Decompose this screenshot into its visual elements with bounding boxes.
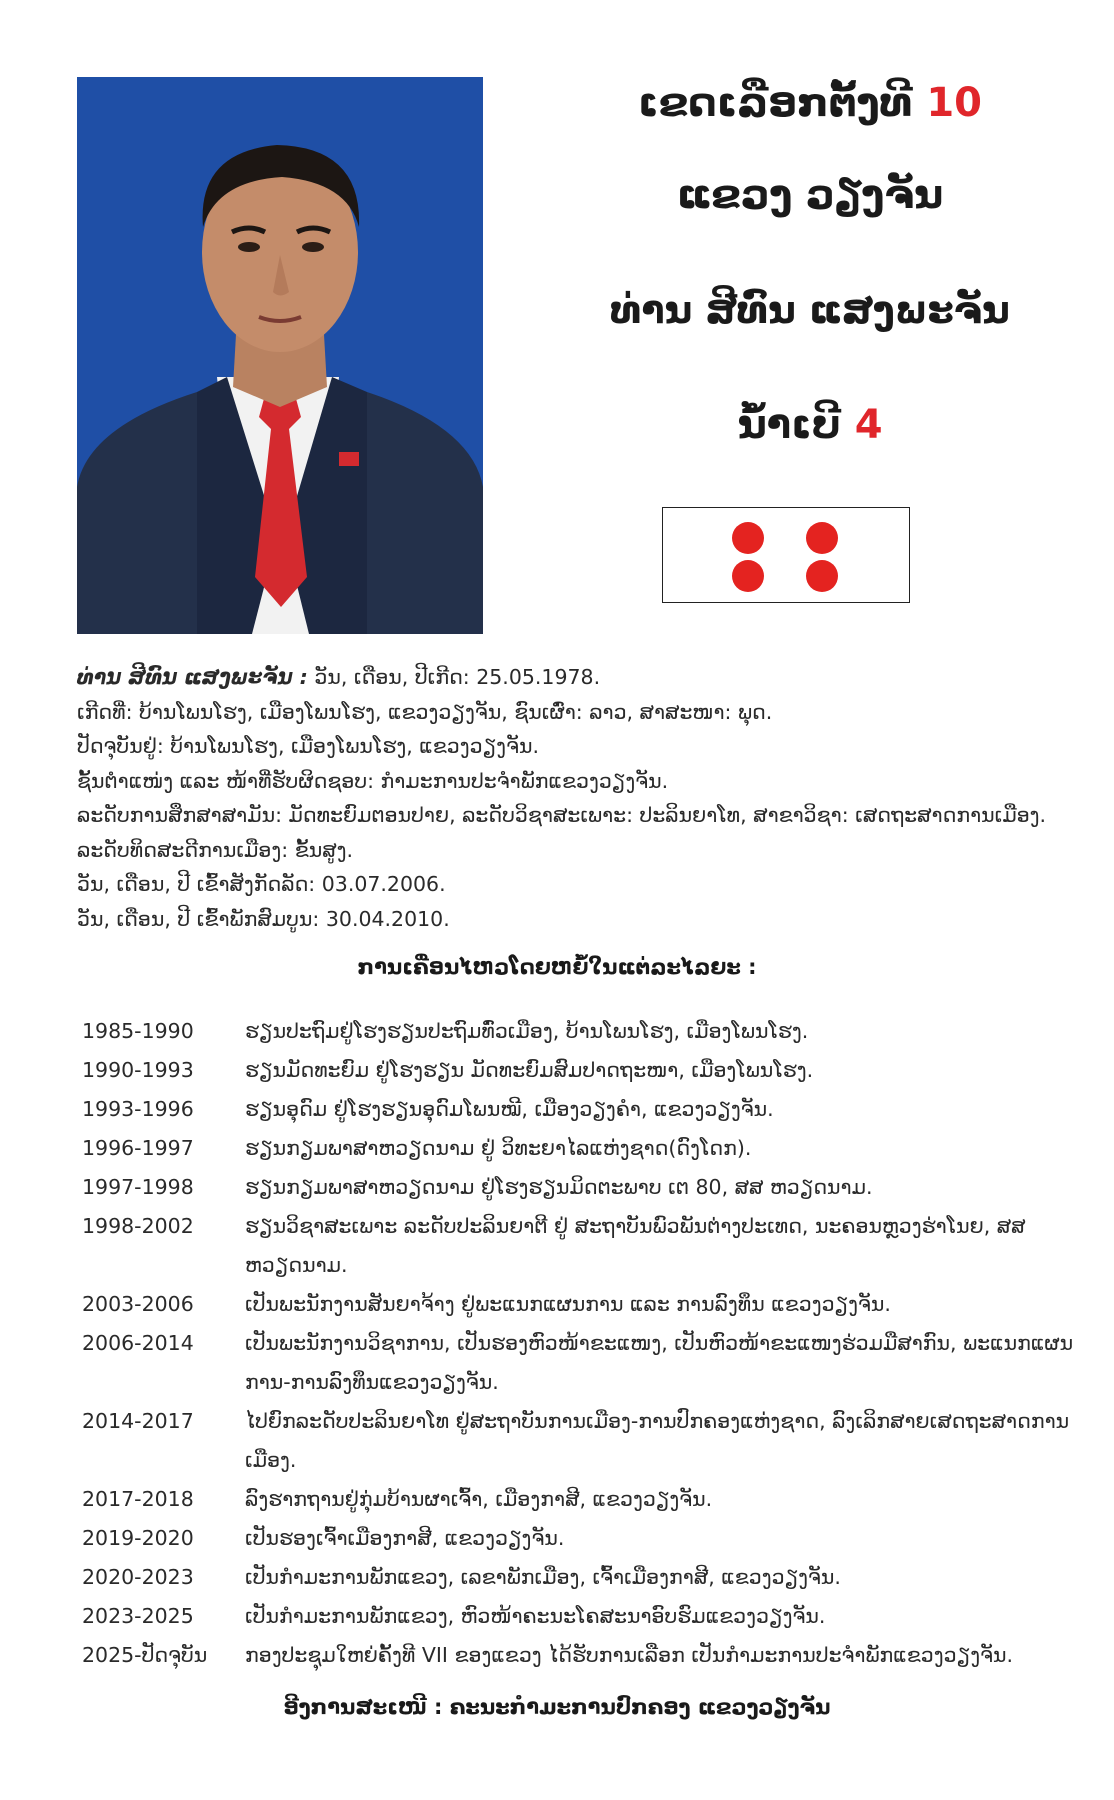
timeline-year: 2003-2006 [82, 1292, 194, 1316]
bio-line: ຊັ້ນຕໍາແໜ່ງ ແລະ ໜ້າທີ່ຮັບຜິດຊອບ: ກໍາມະການປະຈໍາພັກແຂວງວຽງຈັນ. [77, 768, 669, 793]
timeline-year: 2014-2017 [82, 1409, 194, 1433]
timeline-row [77, 1285, 1077, 1324]
timeline-year: 1990-1993 [82, 1058, 194, 1082]
timeline-row [77, 1519, 1077, 1558]
timeline-row [77, 1129, 1077, 1168]
timeline-year: 1998-2002 [82, 1214, 194, 1238]
timeline-row [77, 1558, 1077, 1597]
election-district-title [560, 80, 1060, 126]
timeline-text: ເປັນພະນັກງານສັນຍາຈ້າງ ຢູ່ພະແນກແຜນການ ແລະ ການລົງທຶນ ແຂວງວຽງຈັນ. [245, 1292, 891, 1316]
timeline-row [77, 1012, 1077, 1051]
timeline-year: 2023-2025 [82, 1604, 194, 1628]
timeline-text: ເປັນພະນັກງານວິຊາການ, ເປັນຮອງຫົວໜ້າຂະແໜງ, ເປັນຫົວໜ້າຂະແໜງຮ່ວມມືສາກົນ, ພະແນກແຜນ ການ-ການລົງທຶນແຂວງວຽງຈັນ. [245, 1331, 1074, 1394]
timeline-row [77, 1051, 1077, 1090]
biography [77, 660, 1067, 936]
timeline-row [77, 1090, 1077, 1129]
bio-line: ເກີດທີ່: ບ້ານໂພນໂຮງ, ເມືອງໂພນໂຮງ, ແຂວງວຽງຈັນ, ຊົນເຜົ່າ: ລາວ, ສາສະໜາ: ພຸດ. [77, 699, 773, 724]
bio-line: ວັນ, ເດືອນ, ປີ ເຂົ້າສັງກັດລັດ: 03.07.2006. [77, 872, 446, 896]
candidate-name: ທ່ານ ສີທົນ ແສງພະຈັນ [610, 288, 1010, 332]
bio-line-name [77, 660, 1067, 695]
timeline-text: ລົງຮາກຖານຢູ່ກຸ່ມບ້ານຜາເຈົ້າ, ເມືອງກາສີ, ແຂວງວຽງຈັນ. [245, 1487, 713, 1511]
timeline-text: ຮຽນວິຊາສະເພາະ ລະດັບປະລິນຍາຕີ ຢູ່ ສະຖາບັນພົວພັນຕ່າງປະເທດ, ນະຄອນຫຼວງຮ່າໂນຍ, ສສ ຫວຽດນາມ. [245, 1214, 1026, 1277]
timeline-year: 2006-2014 [82, 1331, 194, 1355]
timeline-year: 2025-ປັດຈຸບັນ [82, 1643, 208, 1667]
district-label: ເຂດເລືອກຕັ້ງທີ [638, 80, 927, 126]
candidate-number [560, 402, 1060, 448]
timeline-text: ຮຽນປະຖົມຢູ່ໂຮງຮຽນປະຖົມທົ່ວເມືອງ, ບ້ານໂພນໂຮງ, ເມືອງໂພນໂຮງ. [245, 1019, 809, 1043]
number-label: ນໍ້າເບີ [737, 402, 855, 448]
bio-line: ວັນ, ເດືອນ, ປີ ເຂົ້າພັກສົມບູນ: 30.04.2010. [77, 906, 450, 931]
timeline-text: ເປັນຮອງເຈົ້າເມືອງກາສີ, ແຂວງວຽງຈັນ. [245, 1526, 565, 1550]
ballot-dot [806, 522, 838, 554]
timeline-row [77, 1480, 1077, 1519]
candidate-photo [77, 77, 483, 634]
bio-lead-name: ທ່ານ ສີທົນ ແສງພະຈັນ : [77, 665, 308, 689]
timeline [77, 1012, 1077, 1675]
timeline-text: ເປັນກໍາມະການພັກແຂວງ, ຫົວໜ້າຄະນະໂຄສະນາອົບຮົມແຂວງວຽງຈັນ. [245, 1604, 826, 1628]
bio-line: ປັດຈຸບັນຢູ່: ບ້ານໂພນໂຮງ, ເມືອງໂພນໂຮງ, ແຂວງວຽງຈັນ. [77, 734, 539, 758]
timeline-text: ຮຽນອຸດົມ ຢູ່ໂຮງຮຽນອຸດົມໂພນໝີ, ເມືອງວຽງຄໍາ, ແຂວງວຽງຈັນ. [245, 1097, 774, 1121]
timeline-text: ຮຽນກຽມພາສາຫວຽດນາມ ຢູ່ ວິທະຍາໄລແຫ່ງຊາດ(ດົງໂດກ). [245, 1136, 752, 1160]
bio-line: ລະດັບການສຶກສາສາມັນ: ມັດທະຍົມຕອນປາຍ, ລະດັບວິຊາສະເພາະ: ປະລິນຍາໂທ, ສາຂາວິຊາ: ເສດຖະສາດການເມືອງ. [77, 803, 1047, 827]
timeline-text: ກອງປະຊຸມໃຫຍ່ຄັ້ງທີ VII ຂອງແຂວງ ໄດ້ຮັບການເລືອກ ເປັນກໍາມະການປະຈໍາພັກແຂວງວຽງຈັນ. [245, 1643, 1013, 1667]
timeline-year: 1993-1996 [82, 1097, 194, 1121]
timeline-text: ເປັນກໍາມະການພັກແຂວງ, ເລຂາພັກເມືອງ, ເຈົ້າເມືອງກາສີ, ແຂວງວຽງຈັນ. [245, 1565, 841, 1589]
timeline-year: 1985-1990 [82, 1019, 194, 1043]
district-number: 10 [926, 80, 982, 126]
timeline-text: ຮຽນມັດທະຍົມ ຢູ່ໂຮງຮຽນ ມັດທະຍົມສົມປາດຖະໜາ, ເມືອງໂພນໂຮງ. [245, 1058, 814, 1082]
footer-proposer: ອີງການສະເໜີ : ຄະນະກໍາມະການປົກຄອງ ແຂວງວຽງຈັນ [283, 1695, 831, 1719]
timeline-year: 2017-2018 [82, 1487, 194, 1511]
ballot-number-box [662, 507, 910, 603]
timeline-text: ຮຽນກຽມພາສາຫວຽດນາມ ຢູ່ໂຮງຮຽນມິດຕະພາບ ເຕ 80, ສສ ຫວຽດນາມ. [245, 1175, 873, 1199]
bio-birthdate: ວັນ, ເດືອນ, ປີເກີດ: 25.05.1978. [307, 665, 601, 689]
timeline-row [77, 1402, 1077, 1480]
ballot-dot [732, 522, 764, 554]
timeline-year: 2019-2020 [82, 1526, 194, 1550]
timeline-row [77, 1636, 1077, 1675]
timeline-text: ໄປຍົກລະດັບປະລິນຍາໂທ ຢູ່ສະຖາບັນການເມືອງ-ການປົກຄອງແຫ່ງຊາດ, ລົງເລິກສາຍເສດຖະສາດການເມືອງ. [245, 1409, 1070, 1472]
bio-line: ລະດັບທິດສະດີການເມືອງ: ຂັ້ນສູງ. [77, 837, 354, 862]
timeline-year: 1997-1998 [82, 1175, 194, 1199]
timeline-row [77, 1324, 1077, 1402]
ballot-dot [732, 560, 764, 592]
timeline-row [77, 1207, 1077, 1285]
timeline-year: 1996-1997 [82, 1136, 194, 1160]
number-value: 4 [854, 402, 883, 448]
ballot-dot [806, 560, 838, 592]
timeline-year: 2020-2023 [82, 1565, 194, 1589]
timeline-row [77, 1597, 1077, 1636]
province-title: ແຂວງ ວຽງຈັນ [676, 172, 944, 218]
timeline-row [77, 1168, 1077, 1207]
timeline-title: ການເຄື່ອນໄຫວໂດຍຫຍໍ້ໃນແຕ່ລະໄລຍະ : [357, 955, 757, 979]
